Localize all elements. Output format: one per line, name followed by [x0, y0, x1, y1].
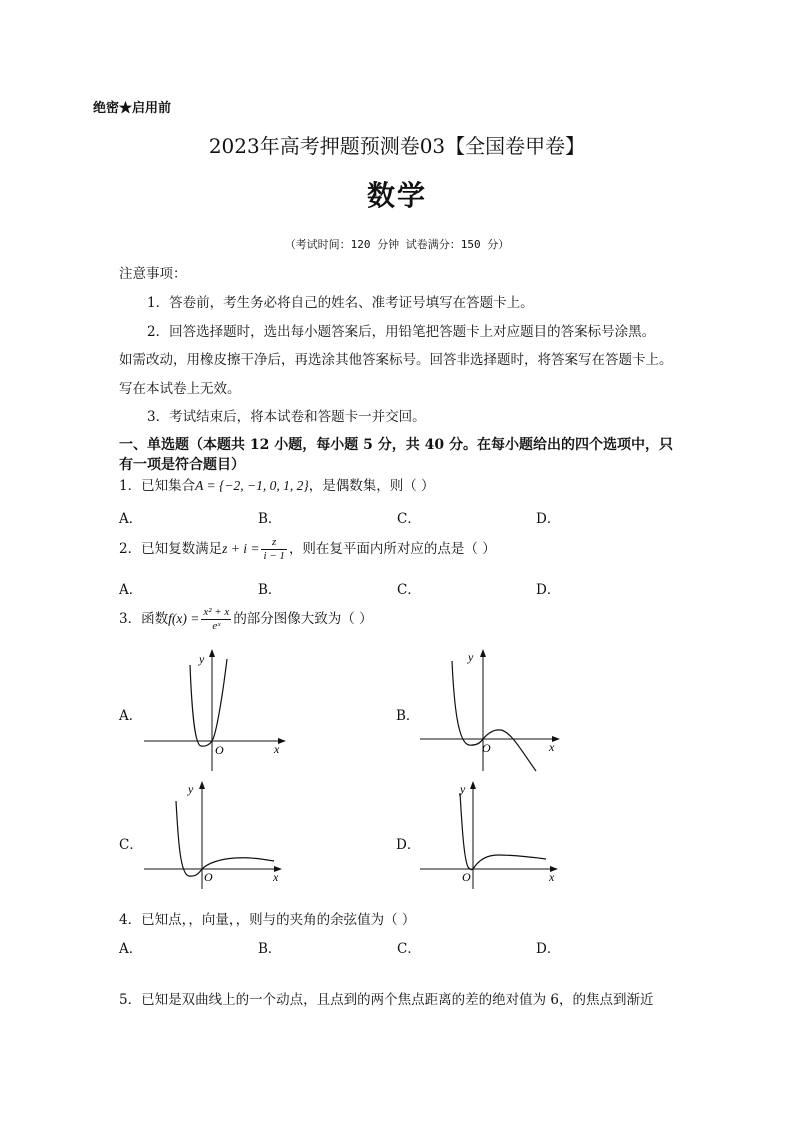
question-4: 4．已知点，，向量，，则与的夹角的余弦值为（ ） [119, 912, 416, 928]
question-1-prefix: 1．已知集合 [119, 478, 196, 494]
graph-c-origin-label: O [204, 870, 213, 884]
question-1-option-a: A． [119, 511, 143, 527]
graph-c [140, 777, 290, 892]
question-2-option-b: B． [258, 582, 282, 598]
question-2-suffix: ，则在复平面内所对应的点是（ ） [288, 541, 496, 557]
notes-item-2-line-2: 如需改动，用橡皮擦干净后，再选涂其他答案标号。回答非选择题时，将答案写在答题卡上。 [119, 352, 673, 368]
question-1-option-b: B． [258, 511, 282, 527]
notes-item-3: 3．考试结束后，将本试卷和答题卡一并交回。 [147, 409, 426, 425]
question-5: 5．已知是双曲线上的一个动点，且点到的两个焦点距离的差的绝对值为 6，的焦点到渐近 [119, 992, 654, 1008]
graph-b [416, 645, 566, 775]
graph-c-y-label: y [188, 782, 194, 796]
question-2-option-c: C． [397, 582, 421, 598]
graph-b-x-label: x [549, 740, 555, 754]
graph-a-y-arrow [209, 649, 215, 657]
question-2-fraction-den: i − 1 [263, 550, 285, 562]
graph-a [140, 645, 290, 775]
question-3-fraction-num: x² + x [203, 606, 230, 618]
question-3-option-a: A． [119, 708, 143, 724]
question-2-fraction-num: z [261, 536, 286, 550]
section-heading-line-2: 有一项是符合题目） [119, 457, 245, 473]
question-3-option-c: C． [119, 837, 143, 853]
graph-c-x-label: x [273, 870, 279, 884]
question-4-option-a: A． [119, 941, 143, 957]
question-2-math-lhs: z + i = [222, 541, 260, 556]
question-3-prefix: 3．函数 [119, 611, 169, 627]
subject-title: 数学 [366, 179, 427, 212]
question-1-math: A = {−2, −1, 0, 1, 2} [195, 478, 309, 493]
graph-d-y-arrow [470, 781, 476, 789]
graph-d-y-label: y [460, 782, 466, 796]
question-3-suffix: 的部分图像大致为（ ） [233, 611, 373, 627]
question-1-option-d: D． [536, 511, 561, 527]
exam-info: （考试时间：120 分钟 试卷满分：150 分） [284, 238, 510, 251]
question-2-option-d: D． [536, 582, 561, 598]
question-4-option-d: D． [536, 941, 561, 957]
question-3-option-b: B． [396, 708, 420, 724]
notes-item-1: 1．答卷前，考生务必将自己的姓名、准考证号填写在答题卡上。 [147, 295, 534, 311]
question-4-option-c: C． [397, 941, 421, 957]
graph-a-x-label: x [274, 742, 280, 756]
graph-b-curve [452, 661, 536, 771]
question-3-option-d: D． [396, 837, 421, 853]
question-1 [119, 474, 435, 494]
graph-d-x-label: x [549, 870, 555, 884]
graph-b-y-arrow [480, 649, 486, 657]
section-heading-line-1: 一、单选题（本题共 12 小题，每小题 5 分，共 40 分。在每小题给出的四个选项中，只 [119, 437, 673, 453]
question-1-suffix: ，是偶数集，则（ ） [308, 478, 435, 494]
question-1-option-c: C． [397, 511, 421, 527]
question-2-fraction [261, 536, 286, 563]
question-2 [119, 536, 496, 563]
question-3-fraction [201, 606, 231, 633]
notes-item-2-line-1: 2．回答选择题时，选出每小题答案后，用铅笔把答题卡上对应题目的答案标号涂黑。 [147, 324, 656, 340]
question-2-prefix: 2．已知复数满足 [119, 541, 223, 557]
notes-heading: 注意事项： [119, 266, 187, 282]
question-3-math-lhs: f(x) = [168, 611, 200, 626]
graph-a-y-label: y [199, 652, 205, 666]
graph-c-y-arrow [199, 781, 205, 789]
graph-a-curve [190, 659, 227, 746]
graph-c-curve [176, 801, 274, 876]
graph-a-origin-label: O [215, 743, 224, 757]
question-2-option-a: A． [119, 582, 143, 598]
question-3-fraction-den: eˣ [212, 620, 221, 632]
question-4-option-b: B． [258, 941, 282, 957]
notes-item-2-line-3: 写在本试卷上无效。 [119, 381, 241, 397]
exam-title: 2023年高考押题预测卷03【全国卷甲卷】 [208, 134, 586, 158]
graph-b-y-label: y [468, 650, 474, 664]
secret-label: 绝密★启用前 [93, 101, 172, 116]
graph-d-origin-label: O [462, 870, 471, 884]
graph-b-origin-label: O [482, 741, 491, 755]
question-3 [119, 606, 373, 633]
graph-d [416, 777, 566, 892]
